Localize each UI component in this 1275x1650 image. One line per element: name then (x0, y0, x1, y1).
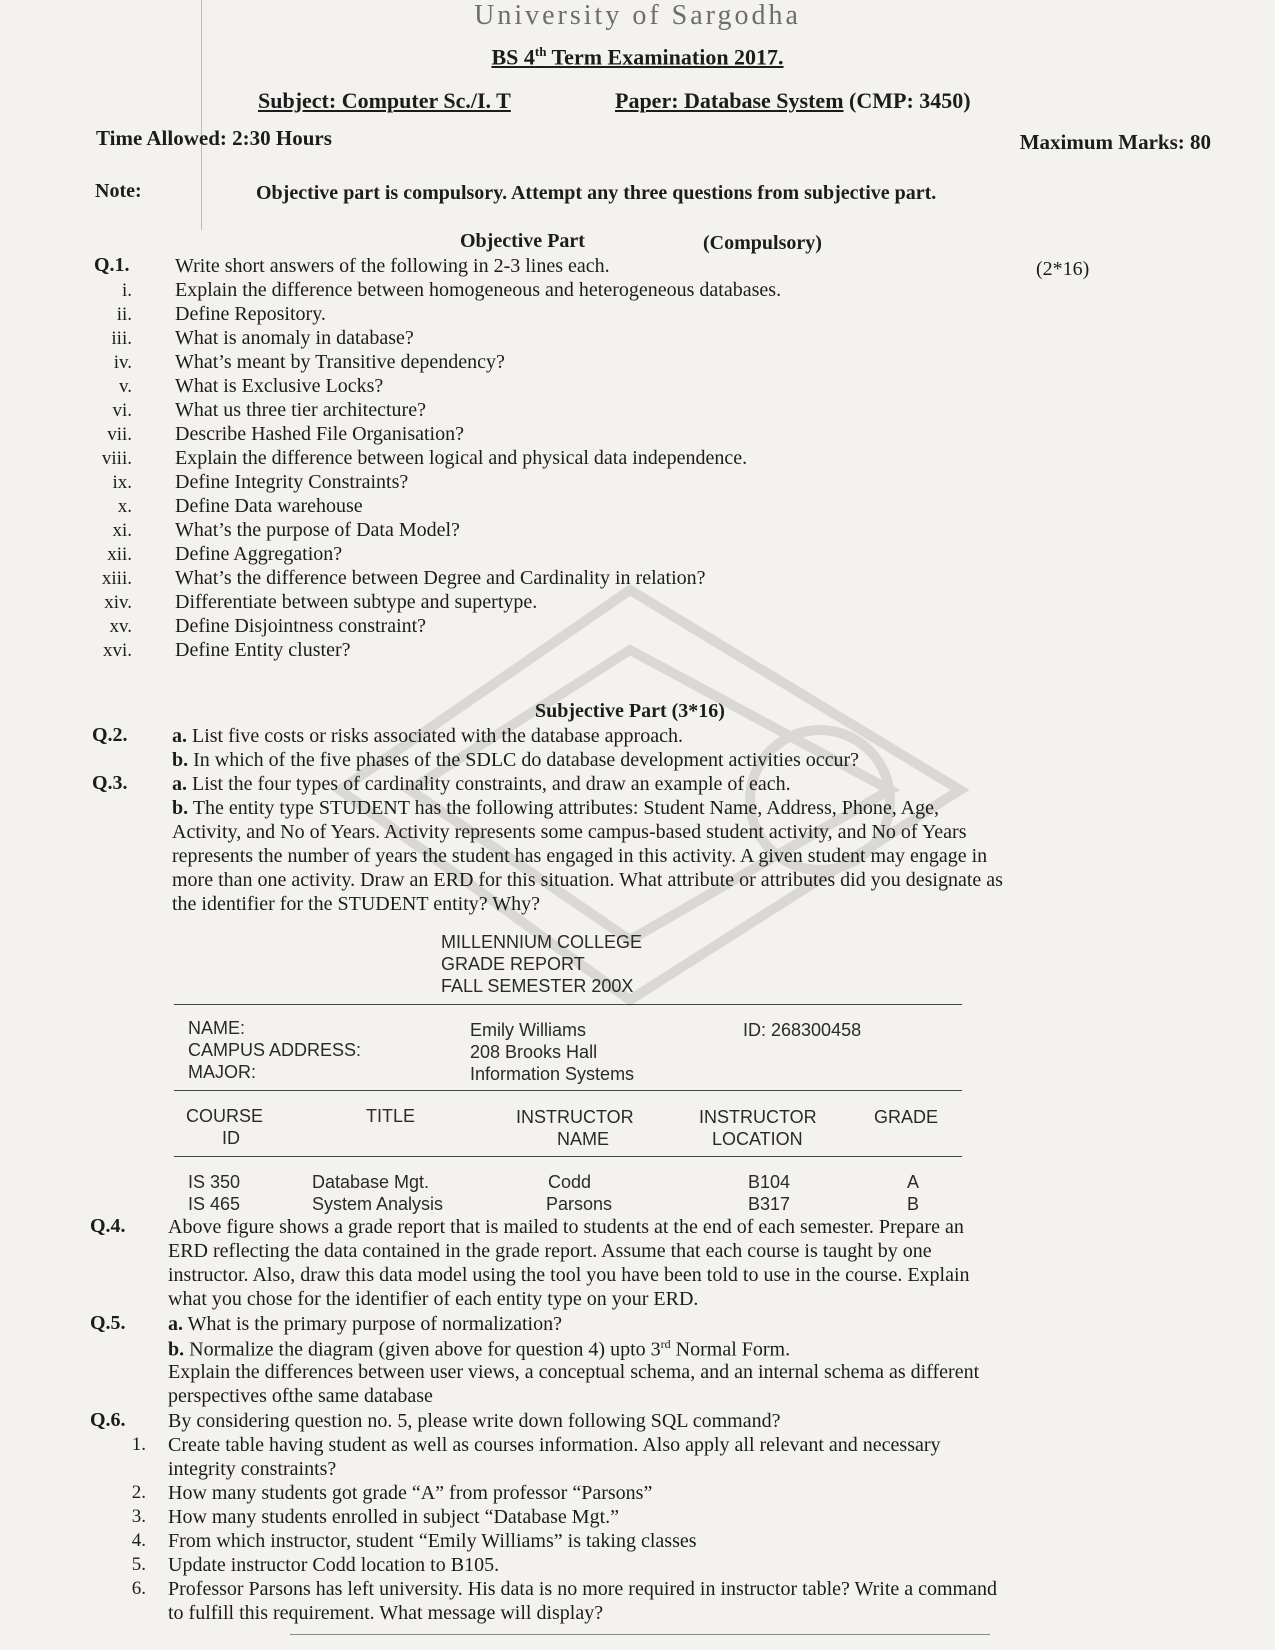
q4-line: instructor. Also, draw this data model using the tool you have been told to use in the course. Explain (168, 1264, 970, 1286)
q5-c-line: perspectives ofthe same database (168, 1385, 433, 1407)
item-number: xv. (109, 616, 132, 637)
scan-margin-line (201, 0, 202, 230)
report-heading: MILLENNIUM COLLEGE (441, 932, 643, 952)
item-number: viii. (101, 448, 132, 469)
cell-instructor: Codd (548, 1172, 592, 1192)
paper: Paper: Database System (CMP: 3450) (615, 88, 971, 113)
list-item: Update instructor Codd location to B105. (168, 1554, 500, 1576)
divider (174, 1004, 962, 1005)
q5-c-line: Explain the differences between user views, a conceptual schema, and an internal schema as different (168, 1361, 980, 1383)
item-number: i. (121, 280, 132, 301)
item-number: ii. (116, 304, 132, 325)
item-number: 2. (131, 1482, 146, 1503)
list-item: to fulfill this requirement. What message will display? (168, 1602, 604, 1624)
list-item: Differentiate between subtype and supertype. (175, 591, 538, 613)
q2-b: b. In which of the five phases of the SDLC do database development activities occur? (172, 749, 860, 771)
col-course: ID (222, 1128, 240, 1148)
q2-label: Q.2. (92, 724, 128, 746)
note-text: Objective part is compulsory. Attempt any three questions from subjective part. (256, 182, 937, 204)
q2-a: a. List five costs or risks associated with the database approach. (172, 725, 683, 747)
list-item: Explain the difference between logical and physical data independence. (175, 447, 748, 469)
divider (290, 1634, 990, 1635)
divider (174, 1156, 962, 1157)
student-major: Information Systems (470, 1064, 635, 1084)
item-number: 3. (131, 1506, 146, 1527)
list-item: Professor Parsons has left university. His data is no more required in instructor table? Write a command (168, 1578, 997, 1600)
q3-b-line: the identifier for the STUDENT entity? Why? (172, 893, 541, 915)
list-item: Define Integrity Constraints? (175, 471, 409, 493)
item-number: iv. (113, 352, 132, 373)
item-number: 1. (131, 1434, 146, 1455)
note-label: Note: (95, 180, 142, 202)
col-instructor: NAME (557, 1129, 610, 1149)
item-number: xiv. (104, 592, 132, 613)
q6-intro: By considering question no. 5, please write down following SQL command? (168, 1410, 781, 1432)
list-item: Define Entity cluster? (175, 639, 351, 661)
list-item: What is Exclusive Locks? (175, 375, 384, 397)
col-location: LOCATION (712, 1129, 803, 1149)
item-number: x. (117, 496, 132, 517)
q5-b: b. Normalize the diagram (given above for question 4) upto 3rd Normal Form. (168, 1337, 791, 1361)
item-number: ix. (112, 472, 132, 493)
university-name: University of Sargodha (474, 0, 801, 31)
list-item: From which instructor, student “Emily Williams” is taking classes (168, 1530, 697, 1552)
item-number: 5. (131, 1554, 146, 1575)
cell-grade: A (907, 1172, 920, 1192)
item-number: xi. (112, 520, 132, 541)
student-address: 208 Brooks Hall (470, 1042, 598, 1062)
cell-location: B104 (748, 1172, 791, 1192)
list-item: What us three tier architecture? (175, 399, 426, 421)
cell-title: System Analysis (312, 1194, 444, 1214)
student-name: Emily Williams (470, 1020, 586, 1040)
report-heading: FALL SEMESTER 200X (441, 976, 634, 996)
q3-b-line: represents the number of years the student has engaged in this activity. A given student may engage in (172, 845, 988, 867)
q4-line: Above figure shows a grade report that is mailed to students at the end of each semester. Prepare an (168, 1216, 964, 1238)
cell-title: Database Mgt. (312, 1172, 430, 1192)
address-label: CAMPUS ADDRESS: (188, 1040, 362, 1060)
item-number: xiii. (101, 568, 132, 589)
q1-instruction: Write short answers of the following in 2-3 lines each. (175, 255, 610, 277)
q1-label: Q.1. (94, 254, 130, 276)
q5-label: Q.5. (90, 1312, 126, 1334)
list-item: What is anomaly in database? (175, 327, 414, 349)
subjective-title: Subjective Part (3*16) (535, 700, 725, 722)
item-number: vi. (112, 400, 132, 421)
q6-label: Q.6. (90, 1409, 126, 1431)
col-title: TITLE (366, 1106, 416, 1126)
list-item: What’s the difference between Degree and Cardinality in relation? (175, 567, 706, 589)
list-item: integrity constraints? (168, 1458, 337, 1480)
item-number: 6. (131, 1578, 146, 1599)
subject: Subject: Computer Sc./I. T (258, 88, 511, 113)
q4-label: Q.4. (90, 1215, 126, 1237)
list-item: Define Aggregation? (175, 543, 343, 565)
q1-marks: (2*16) (1036, 258, 1090, 280)
q3-a: a. List the four types of cardinality constraints, and draw an example of each. (172, 773, 791, 795)
col-instructor: INSTRUCTOR (516, 1107, 634, 1127)
item-number: 4. (131, 1530, 146, 1551)
list-item: What’s meant by Transitive dependency? (175, 351, 505, 373)
cell-instructor: Parsons (546, 1194, 613, 1214)
list-item: Explain the difference between homogeneous and heterogeneous databases. (175, 279, 782, 301)
item-number: vii. (107, 424, 132, 445)
list-item: Define Disjointness constraint? (175, 615, 427, 637)
item-number: v. (118, 376, 132, 397)
q3-b-line: b. The entity type STUDENT has the following attributes: Student Name, Address, Phone, Age, (172, 797, 939, 819)
q3-b-line: more than one activity. Draw an ERD for this situation. What attribute or attributes did you designate as (172, 869, 1003, 891)
col-course: COURSE (186, 1106, 264, 1126)
time-allowed: Time Allowed: 2:30 Hours (96, 126, 332, 150)
col-grade: GRADE (874, 1107, 939, 1127)
list-item: Define Data warehouse (175, 495, 363, 517)
maximum-marks: Maximum Marks: 80 (1019, 130, 1211, 154)
cell-location: B317 (748, 1194, 791, 1214)
col-location: INSTRUCTOR (699, 1107, 817, 1127)
list-item: How many students enrolled in subject “Database Mgt.” (168, 1506, 619, 1528)
q5-a: a. What is the primary purpose of normalization? (168, 1313, 562, 1335)
divider (174, 1090, 962, 1091)
q4-line: ERD reflecting the data contained in the grade report. Assume that each course is taught by one (168, 1240, 932, 1262)
objective-compulsory: (Compulsory) (703, 232, 822, 254)
cell-grade: B (907, 1194, 920, 1214)
name-label: NAME: (188, 1018, 246, 1038)
list-item: What’s the purpose of Data Model? (175, 519, 460, 541)
cell-course: IS 350 (188, 1172, 241, 1192)
exam-title: BS 4th Term Examination 2017. (491, 44, 784, 70)
list-item: Define Repository. (175, 303, 326, 325)
item-number: iii. (111, 328, 132, 349)
list-item: Describe Hashed File Organisation? (175, 423, 464, 445)
list-item: How many students got grade “A” from professor “Parsons” (168, 1482, 653, 1504)
major-label: MAJOR: (188, 1062, 257, 1082)
cell-course: IS 465 (188, 1194, 241, 1214)
report-heading: GRADE REPORT (441, 954, 585, 974)
q4-line: what you chose for the identifier of each entity type on your ERD. (168, 1288, 699, 1310)
q3-label: Q.3. (92, 772, 128, 794)
item-number: xii. (107, 544, 132, 565)
student-id: ID: 268300458 (743, 1020, 862, 1040)
item-number: xvi. (102, 640, 132, 661)
q3-b-line: Activity, and No of Years. Activity represents some campus-based student activity, and No of Years (172, 821, 967, 843)
objective-title: Objective Part (460, 230, 585, 252)
list-item: Create table having student as well as courses information. Also apply all relevant and necessary (168, 1434, 941, 1456)
